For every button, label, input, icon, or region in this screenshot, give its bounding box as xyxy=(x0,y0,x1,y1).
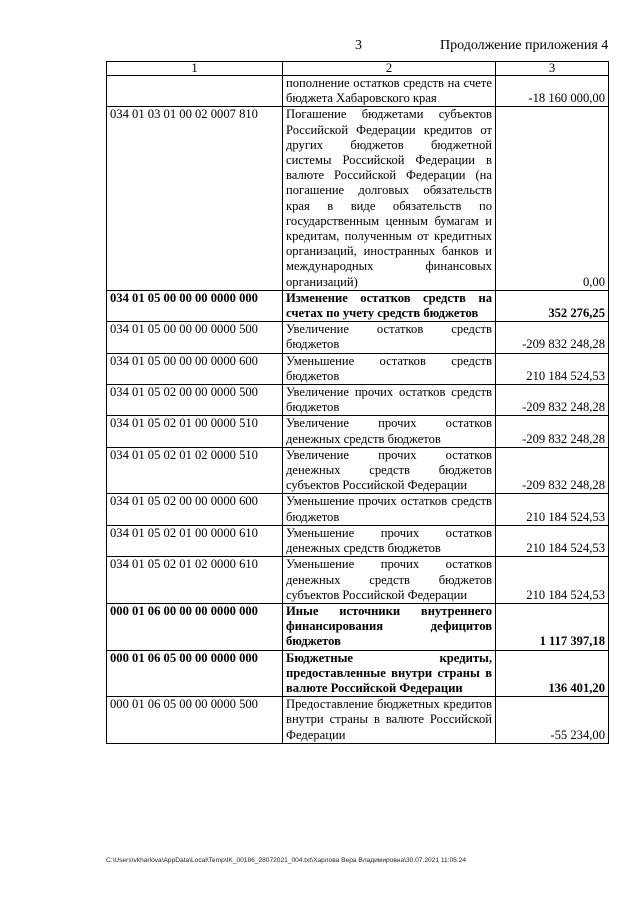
row-code-cell: 034 01 05 02 00 00 0000 500 xyxy=(107,385,283,416)
table-row xyxy=(107,385,609,416)
table-row xyxy=(107,557,609,604)
budget-sources-table xyxy=(106,61,609,744)
row-amount-cell: 1 117 397,18 xyxy=(496,603,609,650)
table-row xyxy=(107,494,609,525)
row-amount-cell: -209 832 248,28 xyxy=(496,385,609,416)
row-amount-cell: 136 401,20 xyxy=(496,650,609,697)
row-amount-cell: -209 832 248,28 xyxy=(496,416,609,447)
file-path-footer: C:\Users\vkharlova\AppData\Local\Temp\IK_00186_28072021_004.txt\Харлова Вера Владимировна\30.07.2021 11:05:24 xyxy=(106,857,467,864)
row-name-cell: Бюджетные кредиты, предоставленные внутри страны в валюте Российской Федерации xyxy=(283,650,496,697)
row-name-cell: Уменьшение прочих остатков денежных средств бюджетов субъектов Российской Федерации xyxy=(283,557,496,604)
table-row xyxy=(107,416,609,447)
row-name-cell: Увеличение прочих остатков денежных средств бюджетов xyxy=(283,416,496,447)
row-code-cell: 034 01 05 02 00 00 0000 600 xyxy=(107,494,283,525)
table-row xyxy=(107,447,609,494)
row-name-cell: Предоставление бюджетных кредитов внутри страны в валюте Российской Федерации xyxy=(283,697,496,744)
row-name-cell: Увеличение прочих остатков средств бюджетов xyxy=(283,385,496,416)
table-row xyxy=(107,603,609,650)
table-row xyxy=(107,697,609,744)
row-amount-cell: 210 184 524,53 xyxy=(496,494,609,525)
row-name-cell: Погашение бюджетами субъектов Российской Федерации кредитов от других бюджетов бюджетной системы Российской Федерации в валюте Российской Федерации (на погашение долговых обязательств края в виде обязательств по государственным ценным бумагам и кредитам, полученным от кредитных организаций, иностранных банков и международных финансовых организаций) xyxy=(283,107,496,290)
table-row xyxy=(107,322,609,353)
row-code-cell: 034 01 05 00 00 00 0000 000 xyxy=(107,290,283,321)
row-code-cell xyxy=(107,76,283,107)
column-number-1: 1 xyxy=(107,62,283,76)
row-code-cell: 034 01 03 01 00 02 0007 810 xyxy=(107,107,283,290)
row-name-cell: пополнение остатков средств на счете бюджета Хабаровского края xyxy=(283,76,496,107)
row-amount-cell: 210 184 524,53 xyxy=(496,525,609,556)
page-number: 3 xyxy=(355,38,362,53)
row-code-cell: 034 01 05 02 01 02 0000 510 xyxy=(107,447,283,494)
row-amount-cell: 352 276,25 xyxy=(496,290,609,321)
table-row xyxy=(107,353,609,384)
table-row xyxy=(107,650,609,697)
row-amount-cell: 210 184 524,53 xyxy=(496,557,609,604)
table-row xyxy=(107,290,609,321)
row-code-cell: 000 01 06 00 00 00 0000 000 xyxy=(107,603,283,650)
row-amount-cell: -209 832 248,28 xyxy=(496,447,609,494)
column-number-3: 3 xyxy=(496,62,609,76)
row-code-cell: 034 01 05 02 01 02 0000 610 xyxy=(107,557,283,604)
row-code-cell: 034 01 05 00 00 00 0000 500 xyxy=(107,322,283,353)
row-amount-cell: 210 184 524,53 xyxy=(496,353,609,384)
row-amount-cell: 0,00 xyxy=(496,107,609,290)
row-name-cell: Иные источники внутреннего финансирования дефицитов бюджетов xyxy=(283,603,496,650)
row-amount-cell: -55 234,00 xyxy=(496,697,609,744)
table-row xyxy=(107,76,609,107)
column-number-2: 2 xyxy=(283,62,496,76)
row-name-cell: Изменение остатков средств на счетах по учету средств бюджетов xyxy=(283,290,496,321)
row-name-cell: Уменьшение остатков средств бюджетов xyxy=(283,353,496,384)
table-body xyxy=(107,76,609,744)
table-row xyxy=(107,525,609,556)
column-number-row xyxy=(107,62,609,76)
row-name-cell: Увеличение остатков средств бюджетов xyxy=(283,322,496,353)
row-name-cell: Уменьшение прочих остатков средств бюджетов xyxy=(283,494,496,525)
appendix-continuation-label: Продолжение приложения 4 xyxy=(440,38,609,53)
table-row xyxy=(107,107,609,290)
row-code-cell: 034 01 05 00 00 00 0000 600 xyxy=(107,353,283,384)
row-amount-cell: -209 832 248,28 xyxy=(496,322,609,353)
row-code-cell: 000 01 06 05 00 00 0000 500 xyxy=(107,697,283,744)
row-code-cell: 034 01 05 02 01 00 0000 610 xyxy=(107,525,283,556)
row-name-cell: Уменьшение прочих остатков денежных средств бюджетов xyxy=(283,525,496,556)
row-name-cell: Увеличение прочих остатков денежных средств бюджетов субъектов Российской Федерации xyxy=(283,447,496,494)
row-code-cell: 034 01 05 02 01 00 0000 510 xyxy=(107,416,283,447)
row-amount-cell: -18 160 000,00 xyxy=(496,76,609,107)
row-code-cell: 000 01 06 05 00 00 0000 000 xyxy=(107,650,283,697)
